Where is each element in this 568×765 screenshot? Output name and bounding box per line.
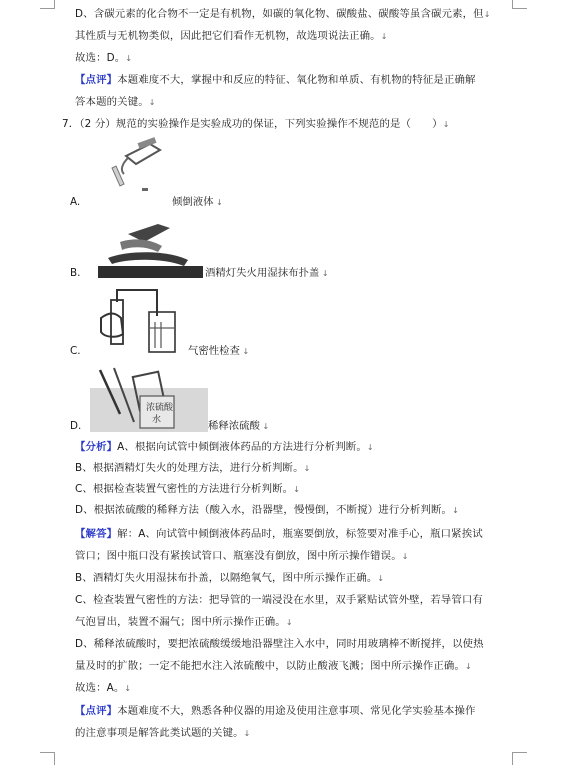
answer-line: B、酒精灯失火用湿抹布扑盖，以隔绝氧气，图中所示操作正确。↓	[75, 572, 385, 584]
figure-dilute-sulfuric-acid	[90, 366, 208, 432]
text-line: D、含碳元素的化合物不一定是有机物，如碳的氧化物、碳酸盐、碳酸等虽含碳元素，但↓	[75, 8, 491, 20]
option-d-label: D.	[70, 420, 82, 432]
answer-line: 量及时的扩散；一定不能把水注入浓硫酸中，以防止酸液飞溅；图中所示操作正确。↓	[75, 660, 472, 672]
crop-mark-bottom-left	[40, 752, 55, 765]
analysis-line: C、根据检查装置气密性的方法进行分析判断。↓	[75, 483, 301, 495]
analysis-line: D、根据浓硫酸的稀释方法（酸入水，沿器壁，慢慢倒，不断搅）进行分析判断。↓	[75, 504, 459, 516]
analysis-line: B、根据酒精灯失火的处理方法，进行分析判断。↓	[75, 462, 311, 474]
option-a-label: A.	[70, 196, 81, 208]
comment-line: 的注意事项是解答此类试题的关键。↓	[75, 727, 251, 739]
text-line: 故选：D。↓	[75, 52, 133, 64]
figure-pour-liquid	[98, 136, 168, 198]
answer-line: C、检查装置气密性的方法：把导管的一端浸没在水里，双手紧贴试管外壁，若导管口有	[75, 594, 483, 606]
answer-line: D、稀释浓硫酸时，要把浓硫酸缓缓地沿器壁注入水中，同时用玻璃棒不断搅拌，以使热	[75, 638, 484, 650]
answer-line: 【解答】解：A、向试管中倾倒液体药品时，瓶塞要倒放，标签要对准手心，瓶口紧挨试	[75, 528, 483, 540]
option-c-label: C.	[70, 345, 81, 357]
answer-line: 故选：A。↓	[75, 682, 132, 694]
label-acid: 浓硫酸	[146, 403, 174, 413]
option-b-label: B.	[70, 267, 81, 279]
crop-mark-bottom-right	[512, 752, 527, 765]
comment-line: 【点评】本题难度不大，熟悉各种仪器的用途及使用注意事项、常见化学实验基本操作	[75, 705, 476, 717]
crop-mark-top-left	[40, 0, 55, 9]
question-stem: 7．（2 分）规范的实验操作是实验成功的保证，下列实验操作不规范的是（ ）↓	[62, 118, 450, 130]
figure-alcohol-lamp-extinguish	[98, 212, 203, 278]
option-b-caption: 酒精灯失火用湿抹布扑盖 ↓	[205, 267, 329, 279]
option-d-caption: 稀释浓硫酸 ↓	[208, 420, 270, 432]
option-c-caption: 气密性检查 ↓	[188, 345, 250, 357]
text-line: 其性质与无机物类似，因此把它们看作无机物，故选项说法正确。↓	[75, 30, 388, 42]
figure-airtightness-check	[95, 282, 187, 360]
answer-line: 气泡冒出，装置不漏气；图中所示操作正确。↓	[75, 616, 293, 628]
label-water: 水	[152, 415, 162, 425]
option-a-caption: 倾倒液体 ↓	[172, 196, 223, 208]
answer-line: 管口；图中瓶口没有紧挨试管口、瓶塞没有倒放，图中所示操作错误。↓	[75, 550, 409, 562]
comment-line: 【点评】本题难度不大，掌握中和反应的特征、氧化物和单质、有机物的特征是正确解	[75, 74, 476, 86]
analysis-line: 【分析】A、根据向试管中倾倒液体药品的方法进行分析判断。↓	[75, 441, 374, 453]
text-line: 答本题的关键。↓	[75, 96, 156, 108]
